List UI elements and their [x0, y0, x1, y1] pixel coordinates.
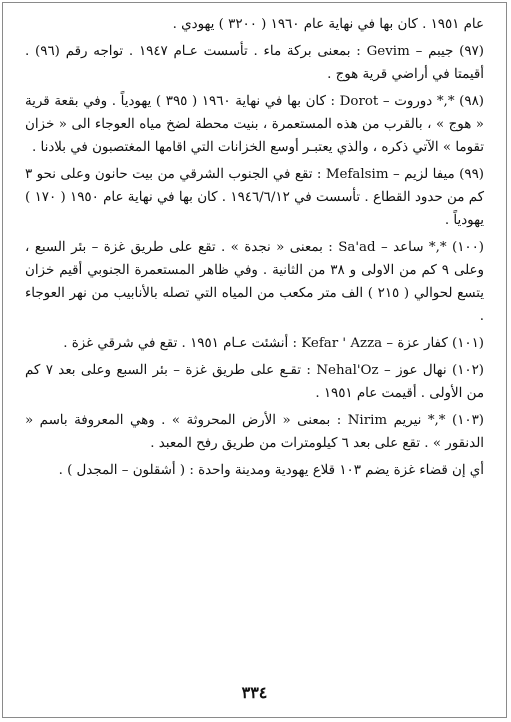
page-frame — [2, 2, 507, 718]
page-number: ٣٣٤ — [241, 683, 268, 702]
paragraph-summary: أي إن قضاء غزة يضم ١٠٣ قلاع يهودية ومدينة واحدة : ( أشقلون – المجدل ) . — [58, 463, 484, 478]
paragraph-entry-98: (٩٨) *,* دوروت – Dorot : كان بها في نهاية ١٩٦٠ ( ٣٩٥ ) يهودياً . وفي بقعة قرية « هوج » ، بالقرب من هذه المستعمرة ، بنيت محطة لضخ مياه العوجاء الى « خزان تقوما » الآتي ذكره ، والذي يعتبـر أوسع الخزانات التي اقامها المغتصبون في بلادنا . — [25, 94, 484, 155]
paragraph-entry-100: (١٠٠) *,* ساعد – Sa'ad : بمعنى « نجدة » . تقع على طريق غزة – بئر السبع ، وعلى ٩ كم من الاولى و ٣٨ من الثانية . وفي ظاهر المستعمرة الجنوبي أقيم خزان يتسع لحوالي ( ٢١٥ ) الف متر مكعب من المياه التي تصله بالأنابيب من نهر العوجاء . — [25, 240, 485, 324]
paragraph-entry-99: (٩٩) ميفا لزيم – Mefalsim : تقع في الجنوب الشرقي من بيت حانون وعلى نحو ٣ كم من حدود القطاع . تأسست في ١٩٤٦/٦/١٢ . كان بها في نهاية عام ١٩٥٠ ( ١٧٠ ) يهودياً . — [25, 167, 484, 228]
paragraph-entry-97: (٩٧) جيبم – Gevim : بمعنى بركة ماء . تأسست عـام ١٩٤٧ . تواجه رقم (٩٦) . أقيمتا في أراضي قرية هوج . — [25, 44, 484, 82]
paragraph-entry-103: (١٠٣) *,* نيريم Nirim : بمعنى « الأرض المحروثة » . وهي المعروفة باسم « الدنقور » . تقع على بعد ٦ كيلومترات من طريق رفح المعبد . — [25, 413, 484, 451]
paragraph-closing-line: عام ١٩٥١ . كان بها في نهاية عام ١٩٦٠ ( ٣٢٠٠ ) يهودي . — [172, 17, 484, 32]
paragraph-entry-101: (١٠١) كفار عزة – Kefar ' Azza : أنشئت عـام ١٩٥١ . تقع في شرقي غزة . — [63, 336, 484, 351]
page-text — [25, 13, 484, 486]
paragraph-entry-102: (١٠٢) نهال عوز – Nehal'Oz : تقـع على طريق غزة – بئر السبع وعلى بعد ٧ كم من الأولى . أقيمت عام ١٩٥١ . — [25, 363, 484, 401]
